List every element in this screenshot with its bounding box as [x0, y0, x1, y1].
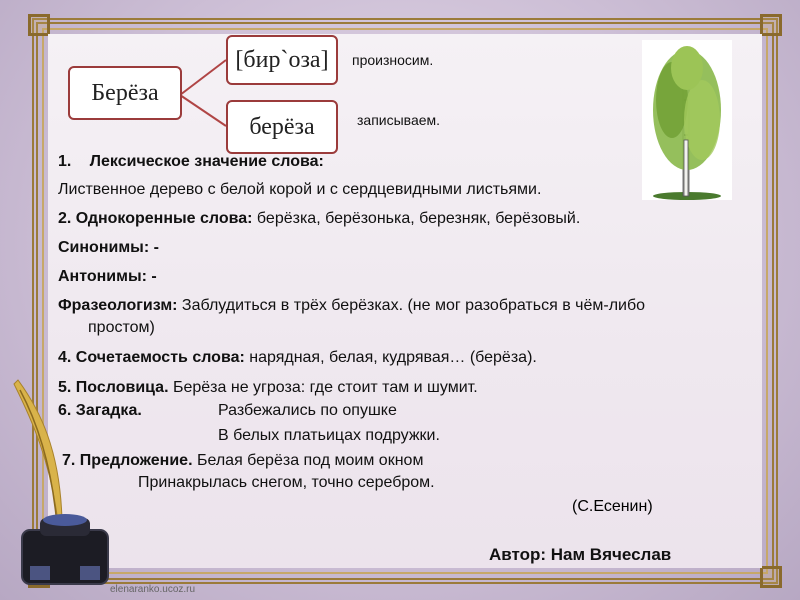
pronounced-note: произносим. [352, 52, 434, 68]
item-7-label: 7. Предложение. [62, 452, 193, 469]
item-1-label: Лексическое значение слова: [89, 153, 324, 170]
item-1-heading [58, 153, 324, 171]
poem-attribution: (С.Есенин) [572, 498, 653, 515]
item-1-definition: Лиственное дерево с белой корой и с сердцевидными листьями. [58, 181, 542, 198]
item-1-number: 1. [58, 153, 72, 170]
item-4-text: нарядная, белая, кудрявая… (берёза). [244, 349, 537, 366]
item-6-label: 6. Загадка. [58, 402, 142, 419]
item-4-label: 4. Сочетаемость слова: [58, 349, 245, 366]
written-note: записываем. [357, 112, 441, 128]
phraseologism [58, 297, 645, 315]
connector-upper [180, 60, 226, 95]
item-7-line-2: Принакрылась снегом, точно серебром. [138, 474, 435, 491]
item-2-text: берёзка, берёзонька, березняк, берёзовый. [252, 210, 581, 227]
item-4 [58, 349, 537, 367]
author-credit: Автор: Нам Вячеслав [489, 545, 672, 564]
synonyms: Синонимы: - [58, 239, 159, 256]
item-5-text: Берёза не угроза: где стоит там и шумит. [168, 379, 478, 396]
main-word-box: Берёза [68, 66, 182, 120]
phraseologism-text-cont: простом) [88, 319, 155, 336]
riddle-line-2: В белых платьицах подружки. [218, 427, 440, 444]
quill-inkwell-image [0, 370, 130, 600]
item-2 [58, 210, 580, 228]
item-7-line-1: Белая берёза под моим окном [192, 452, 424, 469]
phraseologism-label: Фразеологизм: [58, 297, 178, 314]
spelling-box: берёза [226, 100, 338, 154]
item-2-label: 2. Однокоренные слова: [58, 210, 253, 227]
antonyms: Антонимы: - [58, 268, 157, 285]
birch-tree-image [642, 40, 732, 200]
connector-lower [180, 95, 226, 126]
pronunciation-box: [бир`оза] [226, 35, 338, 85]
riddle-line-1: Разбежались по опушке [218, 402, 397, 419]
watermark: elenaranko.ucoz.ru [110, 584, 196, 595]
item-5-label: 5. Пословица. [58, 379, 169, 396]
phraseologism-text: Заблудиться в трёх берёзках. (не мог разобраться в чём-либо [177, 297, 646, 314]
